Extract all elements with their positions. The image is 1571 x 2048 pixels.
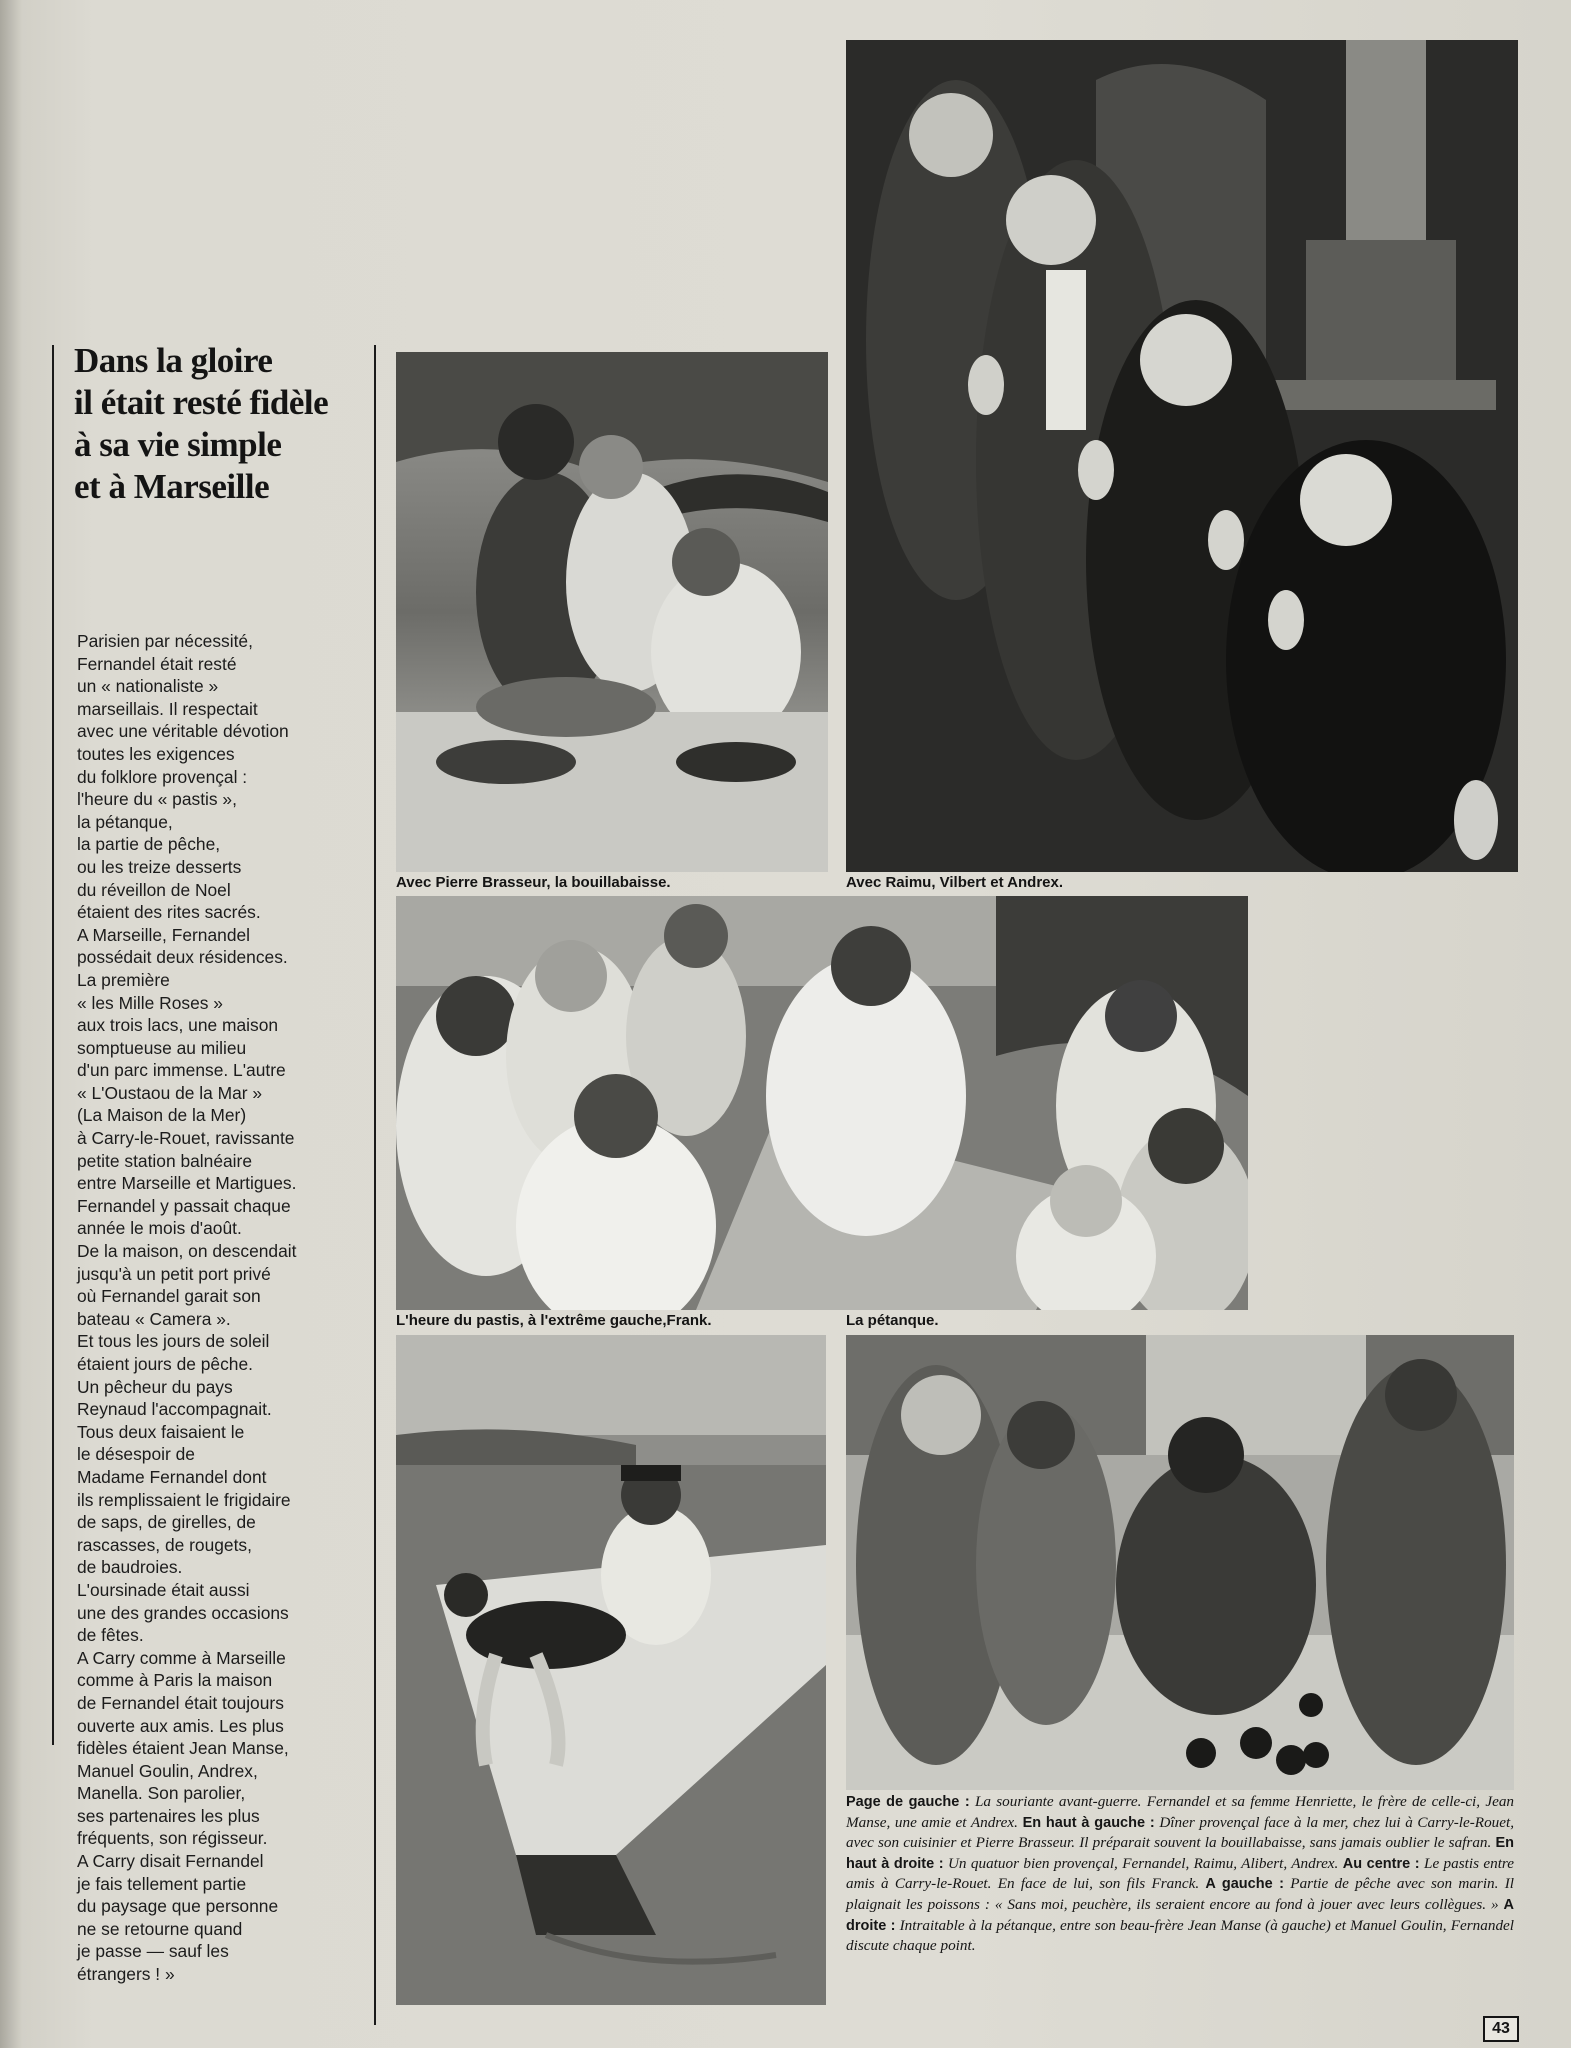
- body-line: petite station balnéaire: [77, 1150, 252, 1171]
- body-line: l'heure du « pastis »,: [77, 789, 237, 810]
- article-body: [77, 630, 367, 1986]
- body-line: bateau « Camera ».: [77, 1308, 231, 1329]
- caption-raimu: Avec Raimu, Vilbert et Andrex.: [846, 874, 1064, 891]
- body-line: entre Marseille et Martigues.: [77, 1173, 297, 1194]
- body-line: du folklore provençal :: [77, 766, 248, 787]
- headline-line: il était resté fidèle: [74, 383, 329, 422]
- body-line: avec une véritable dévotion: [77, 721, 289, 742]
- legend-text: Un quatuor bien provençal, Fernandel, Raimu, Alibert, Andrex.: [947, 1854, 1339, 1872]
- body-line: comme à Paris la maison: [77, 1670, 273, 1691]
- photo-fishing-boat: [396, 1335, 826, 2005]
- photo-pastis-image: [396, 896, 1248, 1310]
- page-spine-shadow: [0, 0, 22, 2048]
- legend-label: En haut à gauche :: [1022, 1814, 1155, 1831]
- body-line: ne se retourne quand: [77, 1918, 243, 1939]
- body-line: année le mois d'août.: [77, 1218, 242, 1239]
- body-line: la pétanque,: [77, 811, 173, 832]
- legend-label: Page de gauche :: [846, 1794, 970, 1810]
- body-line: de Fernandel était toujours: [77, 1692, 284, 1713]
- legend-label: Au centre :: [1342, 1855, 1420, 1872]
- legend-label: A droite :: [846, 1896, 1515, 1934]
- body-line: L'oursinade était aussi: [77, 1579, 250, 1600]
- article-headline: [74, 340, 374, 508]
- body-line: Madame Fernandel dont: [77, 1466, 267, 1487]
- body-line: où Fernandel garait son: [77, 1286, 261, 1307]
- legend-text: Intraitable à la pétanque, entre son beau-frère Jean Manse (à gauche) et Manuel Goulin, Fernandel discute chaque point.: [846, 1916, 1514, 1955]
- body-line: Fernandel y passait chaque: [77, 1195, 291, 1216]
- body-line: aux trois lacs, une maison: [77, 1015, 279, 1036]
- legend-text: Partie de pêche avec son marin. Il plaignait les poissons : « Sans moi, peuchère, ils seraient encore au fond à jouer avec leurs collègues. »: [846, 1875, 1515, 1913]
- body-line: je passe — sauf les: [77, 1941, 229, 1962]
- body-line: A Carry disait Fernandel: [77, 1851, 264, 1872]
- body-line: jusqu'à un petit port privé: [77, 1263, 271, 1284]
- page-number: 43: [1483, 2016, 1519, 2042]
- photo-pastis: [396, 896, 1248, 1310]
- body-line: De la maison, on descendait: [77, 1241, 297, 1262]
- body-line: Et tous les jours de soleil: [77, 1331, 270, 1352]
- body-line: ouverte aux amis. Les plus: [77, 1715, 284, 1736]
- body-line: Reynaud l'accompagnait.: [77, 1399, 272, 1420]
- body-line: étrangers ! »: [77, 1964, 175, 1985]
- body-line: de baudroies.: [77, 1557, 183, 1578]
- body-line: marseillais. Il respectait: [77, 698, 258, 719]
- body-line: Manella. Son parolier,: [77, 1783, 246, 1804]
- legend-label: En haut à droite :: [846, 1835, 1515, 1872]
- legend-text: La souriante avant-guerre. Fernandel et sa femme Henriette, le frère de celle-ci, Jean Manse, une amie et Andrex.: [846, 1793, 1515, 1831]
- photo-raimu-image: [846, 40, 1518, 872]
- photo-raimu-vilbert-andrex: [846, 40, 1518, 872]
- legend-text: Dîner provençal face à la mer, chez lui à Carry-le-Rouet, avec son cuisinier et Pierre Brasseur. Il préparait souvent la bouillabaisse, sans jamais oublier le safran.: [846, 1813, 1515, 1852]
- body-line: fréquents, son régisseur.: [77, 1828, 268, 1849]
- body-line: ou les treize desserts: [77, 856, 242, 877]
- body-line: à Carry-le-Rouet, ravissante: [77, 1128, 295, 1149]
- body-line: Parisien par nécessité,: [77, 631, 253, 651]
- headline-line: Dans la gloire: [74, 341, 273, 380]
- headline-line: à sa vie simple: [74, 425, 282, 464]
- body-line: étaient des rites sacrés.: [77, 902, 261, 923]
- body-line: une des grandes occasions: [77, 1602, 289, 1623]
- body-line: Un pêcheur du pays: [77, 1376, 233, 1397]
- body-line: ils remplissaient le frigidaire: [77, 1489, 291, 1510]
- body-line: la partie de pêche,: [77, 834, 221, 855]
- body-line: « L'Oustaou de la Mar »: [77, 1082, 263, 1103]
- body-line: « les Mille Roses »: [77, 992, 223, 1013]
- photo-legend: [846, 1792, 1514, 1956]
- body-line: A Marseille, Fernandel: [77, 924, 251, 945]
- body-line: La première: [77, 969, 170, 990]
- body-line: de saps, de girelles, de: [77, 1512, 256, 1533]
- body-line: du réveillon de Noel: [77, 879, 231, 900]
- photo-bouillabaisse-image: [396, 352, 828, 872]
- body-line: rascasses, de rougets,: [77, 1534, 252, 1555]
- body-line: A Carry comme à Marseille: [77, 1647, 286, 1668]
- caption-pastis: L'heure du pastis, à l'extrême gauche,Frank.: [396, 1312, 712, 1329]
- body-line: de fêtes.: [77, 1625, 144, 1646]
- caption-petanque: La pétanque.: [846, 1312, 939, 1329]
- body-line: Fernandel était resté: [77, 653, 237, 674]
- photo-bouillabaisse: [396, 352, 828, 872]
- body-line: (La Maison de la Mer): [77, 1105, 247, 1126]
- body-line: possédait deux résidences.: [77, 947, 288, 968]
- photo-petanque-image: [846, 1335, 1514, 1790]
- body-line: je fais tellement partie: [77, 1873, 247, 1894]
- legend-label: A gauche :: [1205, 1876, 1284, 1893]
- body-line: un « nationaliste »: [77, 676, 219, 697]
- body-line: le désespoir de: [77, 1444, 195, 1465]
- legend-text: Le pastis entre amis à Carry-le-Rouet. En face de lui, son fils Franck.: [846, 1854, 1515, 1893]
- body-line: étaient jours de pêche.: [77, 1354, 253, 1374]
- photo-fishing-image: [396, 1335, 826, 2005]
- photo-petanque: [846, 1335, 1514, 1790]
- body-line: somptueuse au milieu: [77, 1037, 247, 1058]
- body-line: ses partenaires les plus: [77, 1805, 260, 1826]
- headline-line: et à Marseille: [74, 467, 270, 506]
- body-line: fidèles étaient Jean Manse,: [77, 1738, 289, 1759]
- body-line: Manuel Goulin, Andrex,: [77, 1760, 258, 1781]
- body-line: Tous deux faisaient le: [77, 1421, 245, 1442]
- caption-bouillabaisse: Avec Pierre Brasseur, la bouillabaisse.: [396, 874, 671, 891]
- body-line: du paysage que personne: [77, 1896, 279, 1917]
- body-line: toutes les exigences: [77, 743, 235, 764]
- body-line: d'un parc immense. L'autre: [77, 1060, 286, 1081]
